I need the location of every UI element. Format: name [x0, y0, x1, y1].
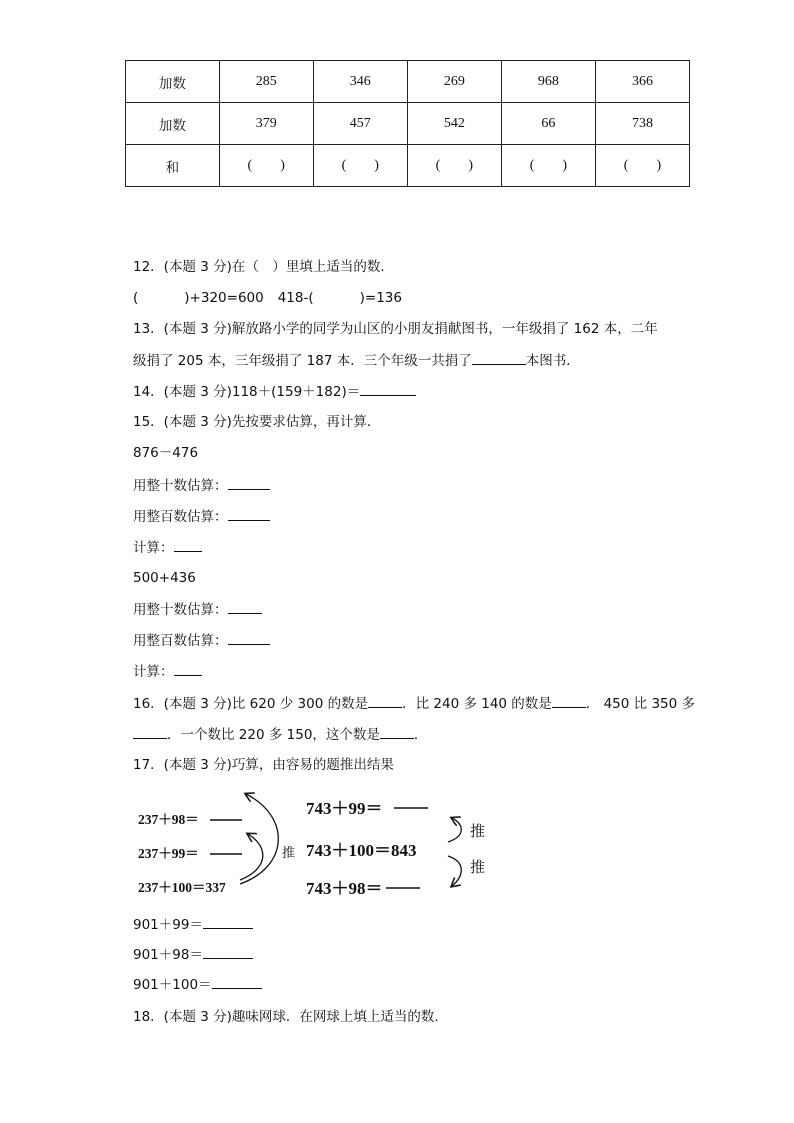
q18-title: 18．(本题 3 分)趣味网球．在网球上填上适当的数． — [133, 1009, 448, 1025]
addend-cell: 457 — [313, 103, 407, 145]
q16-part-a: 16．(本题 3 分)比 620 少 300 的数是 — [133, 696, 369, 712]
q17-p2-blank[interactable] — [203, 945, 253, 959]
left-eq-2: 237＋99＝ — [138, 846, 199, 861]
q17-figure — [130, 786, 510, 896]
q12-eq1-rest: )+320=600 — [184, 290, 264, 306]
left-tui-label: 推 — [282, 846, 296, 861]
q15-tens-2 — [133, 600, 262, 619]
q12-eq1-open: ( — [133, 290, 139, 306]
q14-text: 14．(本题 3 分)118＋(159＋182)＝ — [133, 384, 361, 400]
q17-practice-3 — [133, 975, 262, 994]
left-eq-3: 237＋100＝337 — [138, 880, 226, 895]
row-label: 加数 — [126, 103, 220, 145]
q16-blank-2[interactable] — [552, 694, 586, 708]
q15-calc-blank-1[interactable] — [174, 538, 202, 552]
sum-answer-cell[interactable]: ( ) — [595, 145, 689, 187]
addend-cell: 269 — [407, 61, 501, 103]
q17-p2-text: 901＋98＝ — [133, 947, 203, 963]
addend-cell: 379 — [219, 103, 313, 145]
q15-tens-blank-1[interactable] — [228, 476, 270, 490]
q17-p3-text: 901＋100＝ — [133, 977, 212, 993]
q17-p1-text: 901＋99＝ — [133, 917, 203, 933]
q14-line — [133, 382, 416, 401]
right-tui-label-1: 推 — [470, 822, 486, 840]
right-tui-label-2: 推 — [470, 858, 486, 876]
q12-title: 12．(本题 3 分)在（ ）里填上适当的数． — [133, 259, 394, 275]
q13-blank[interactable] — [472, 351, 526, 365]
q15-hundreds-2 — [133, 631, 270, 650]
q16-line2 — [133, 725, 427, 744]
q15-expr2: 500+436 — [133, 570, 196, 586]
sum-answer-cell[interactable]: ( ) — [407, 145, 501, 187]
addend-cell: 346 — [313, 61, 407, 103]
q12-eq2-start: 418-( — [277, 290, 314, 306]
q15-calc-label: 计算： — [133, 540, 174, 556]
sum-answer-cell[interactable]: ( ) — [219, 145, 313, 187]
row-label: 和 — [126, 145, 220, 187]
q15-tens-1 — [133, 476, 270, 495]
addend-cell: 968 — [501, 61, 595, 103]
q16-part-b: ．比 240 多 140 的数是 — [402, 696, 552, 712]
right-eq-3: 743＋98＝ — [306, 879, 383, 898]
addend-cell: 66 — [501, 103, 595, 145]
q15-calc-1 — [133, 538, 202, 557]
q15-hundreds-blank-1[interactable] — [228, 507, 270, 521]
left-eq-1: 237＋98＝ — [138, 812, 199, 827]
right-eq-1: 743＋99＝ — [306, 799, 383, 818]
q15-hundreds-label: 用整百数估算： — [133, 633, 228, 649]
q13-line2-end: 本图书． — [525, 353, 580, 369]
q17-p3-blank[interactable] — [212, 975, 262, 989]
q13-line2-start: 级捐了 205 本，三年级捐了 187 本．三个年级一共捐了 — [133, 353, 472, 369]
q17-title: 17．(本题 3 分)巧算，由容易的题推出结果 — [133, 757, 394, 773]
q15-expr1: 876－476 — [133, 445, 199, 461]
addend-cell: 366 — [595, 61, 689, 103]
q16-blank-1[interactable] — [368, 694, 402, 708]
right-arrow-up — [448, 818, 461, 842]
q16-blank-3[interactable] — [133, 725, 167, 739]
q15-hundreds-blank-2[interactable] — [228, 631, 270, 645]
q12-eq2-end: )=136 — [359, 290, 402, 306]
q15-calc-label: 计算： — [133, 664, 174, 680]
q13-line2 — [133, 351, 580, 370]
q15-tens-label: 用整十数估算： — [133, 478, 228, 494]
q16-part-e: ． — [413, 727, 428, 743]
addend-cell: 738 — [595, 103, 689, 145]
q16-line1 — [133, 694, 695, 713]
q15-title: 15．(本题 3 分)先按要求估算，再计算． — [133, 414, 381, 430]
sum-answer-cell[interactable]: ( ) — [501, 145, 595, 187]
q15-hundreds-label: 用整百数估算： — [133, 509, 228, 525]
q14-blank[interactable] — [360, 382, 416, 396]
addend-cell: 285 — [219, 61, 313, 103]
q15-hundreds-1 — [133, 507, 270, 526]
q15-calc-2 — [133, 662, 202, 681]
right-arrow-down — [448, 856, 461, 886]
sum-answer-cell[interactable]: ( ) — [313, 145, 407, 187]
q13-line1: 13．(本题 3 分)解放路小学的同学为山区的小朋友捐献图书，一年级捐了 162 本，二年 — [133, 321, 658, 337]
q17-p1-blank[interactable] — [203, 915, 253, 929]
left-arrow-outer — [240, 794, 278, 884]
table-row — [126, 103, 690, 145]
row-label: 加数 — [126, 61, 220, 103]
addend-cell: 542 — [407, 103, 501, 145]
q15-tens-blank-2[interactable] — [228, 600, 262, 614]
table-row — [126, 145, 690, 187]
addition-table — [125, 60, 690, 187]
q15-calc-blank-2[interactable] — [174, 662, 202, 676]
right-eq-2: 743＋100＝843 — [306, 841, 417, 860]
q17-practice-2 — [133, 945, 253, 964]
q16-part-c: ． 450 比 350 多 — [585, 696, 695, 712]
q16-part-d: ．一个数比 220 多 150，这个数是 — [167, 727, 380, 743]
q15-tens-label: 用整十数估算： — [133, 602, 228, 618]
q12-equations — [133, 289, 402, 307]
q17-practice-1 — [133, 915, 253, 934]
q16-blank-4[interactable] — [380, 725, 414, 739]
table-row — [126, 61, 690, 103]
